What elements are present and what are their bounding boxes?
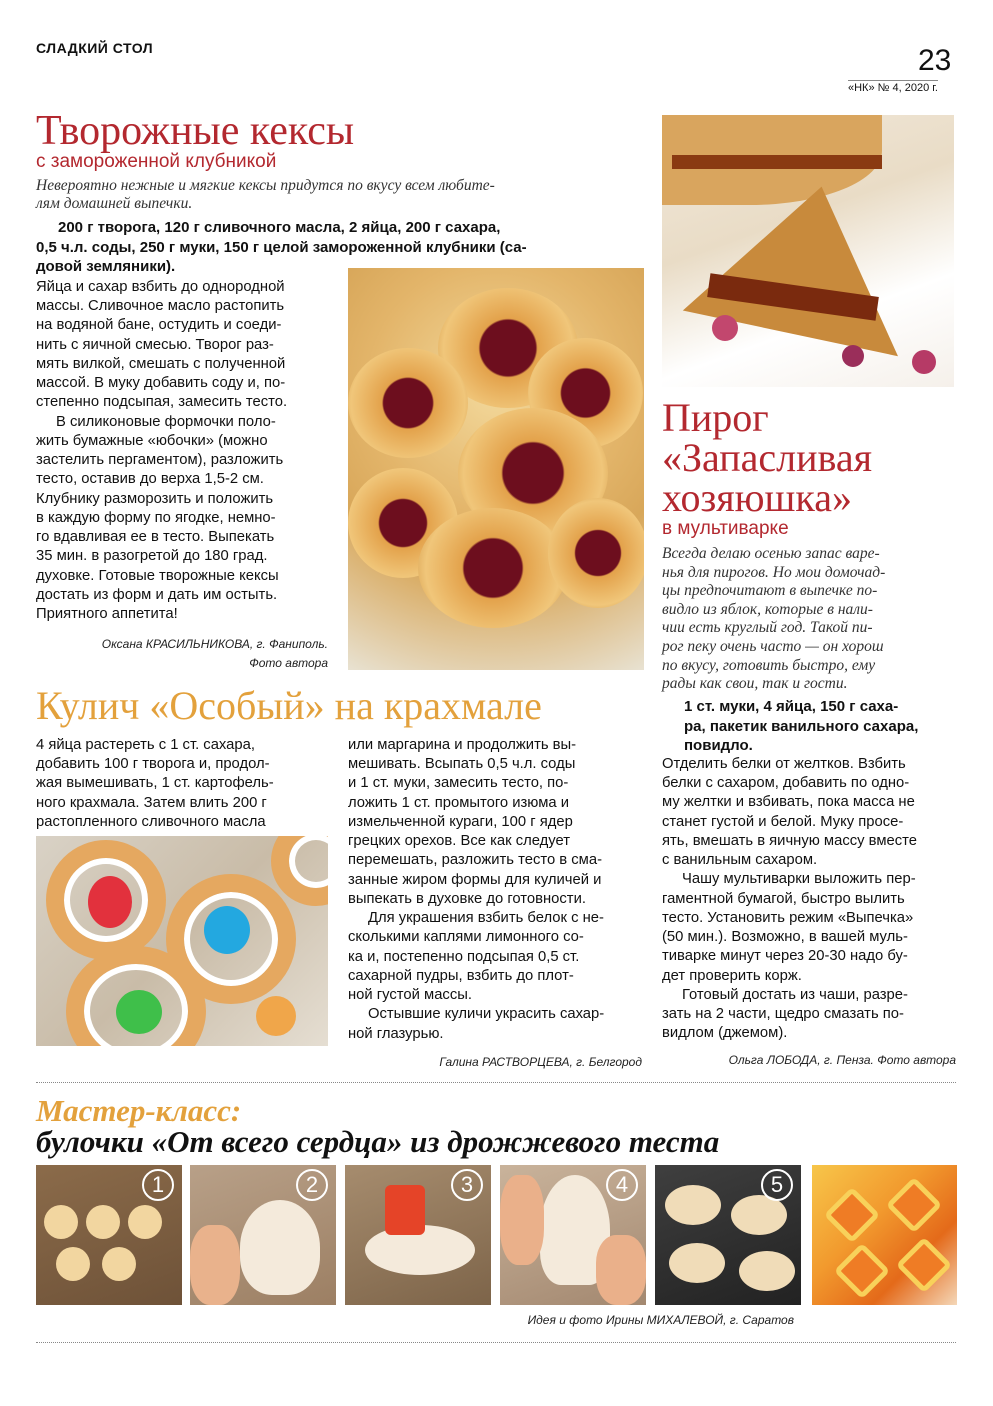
recipe2-title-line2: «Запасливая	[662, 435, 873, 480]
body-line: добавить 100 г творога и, продол-	[36, 756, 270, 773]
intro-line: нья для пирогов. Но мои домочад-	[662, 563, 886, 581]
divider	[36, 1082, 956, 1083]
divider	[36, 1342, 956, 1343]
body-line: выпекать в духовке до готовности.	[348, 890, 586, 907]
body-line: ложить 1 ст. промытого изюма и	[348, 794, 570, 811]
dough-ball	[86, 1205, 120, 1239]
body-line: занные жиром формы для куличей и	[348, 871, 602, 888]
body-line: массы. Сливочное масло растопить	[36, 298, 285, 315]
body-line: духовке. Готовые творожные кексы	[36, 567, 279, 584]
pie-photo	[662, 115, 954, 387]
masterclass-credit: Идея и фото Ирины МИХАЛЕВОЙ, г. Саратов	[527, 1313, 794, 1327]
ingredient-line: повидло.	[684, 737, 753, 754]
recipe3-col2	[348, 736, 644, 1044]
body-line: достать из форм и дать им остыть.	[36, 586, 278, 603]
body-line: го вдавливая ее в тесто. Выпекать	[36, 529, 275, 546]
recipe3-title: Кулич «Особый» на крахмале	[36, 683, 542, 728]
body-line: белки с сахаром, добавить по одно-	[662, 775, 910, 792]
intro-line: лям домашней выпечки.	[36, 194, 193, 212]
body-line: Отделить белки от желтков. Взбить	[662, 756, 906, 772]
body-line: тесто, оставив до верха 1,5-2 см.	[36, 471, 264, 488]
body-line: сколькими каплями лимонного со-	[348, 929, 584, 946]
body-line: в каждую форму по ягодке, немно-	[36, 509, 276, 526]
body-line: ять, вмешать в яичную массу вместе	[662, 832, 917, 849]
intro-line: Невероятно нежные и мягкие кексы придутся по вкусу всем любите-	[36, 177, 495, 194]
body-line: застелить пергаментом), разложить	[36, 452, 284, 469]
body-line: грецких орехов. Все как следует	[348, 833, 571, 850]
intro-line: цы предпочитают в выпечке по-	[662, 582, 878, 600]
body-line: (50 мин.). Возможно, в вашей муль-	[662, 929, 908, 946]
heart-bun	[824, 1187, 881, 1244]
step-photo-4	[500, 1165, 646, 1305]
step-photo-2	[190, 1165, 336, 1305]
recipe1-intro	[36, 177, 646, 213]
intro-line: по вкусу, готовить быстро, ему	[662, 656, 876, 674]
body-line: В силиконовые формочки поло-	[56, 413, 276, 430]
hand	[500, 1175, 544, 1265]
page-number: 23	[918, 44, 952, 77]
body-line: степенно подсыпая, замесить тесто.	[36, 394, 288, 411]
recipe1-author: Оксана КРАСИЛЬНИКОВА, г. Фаниполь.	[101, 637, 328, 651]
body-line: му желтки и взбивать, пока масса не	[662, 794, 915, 811]
issue-info: «НК» № 4, 2020 г.	[848, 82, 938, 94]
intro-line: видло из яблок, которые в нали-	[662, 600, 873, 618]
dough-ball	[128, 1205, 162, 1239]
body-line: тиварке минут через 20-30 надо бу-	[662, 948, 908, 965]
body-line: с ванильным сахаром.	[662, 852, 818, 869]
body-line: 4 яйца растереть с 1 ст. сахара,	[36, 737, 255, 753]
body-line: Остывшие куличи украсить сахар-	[368, 1006, 605, 1023]
step-number: 2	[296, 1169, 328, 1201]
body-line: жая вымешивать, 1 ст. картофель-	[36, 775, 274, 792]
step-number: 5	[761, 1169, 793, 1201]
muffins-photo	[348, 268, 644, 670]
recipe2-credit: Ольга ЛОБОДА, г. Пенза. Фото автора	[728, 1053, 956, 1067]
body-line: на водяной бане, остудить и соеди-	[36, 317, 282, 334]
heart-bun	[739, 1251, 795, 1291]
intro-line: Всегда делаю осенью запас варе-	[662, 545, 880, 562]
recipe3-col1	[36, 736, 330, 832]
body-line: ной густой массы.	[348, 987, 472, 1004]
step-number: 4	[606, 1169, 638, 1201]
body-line: Чашу мультиварки выложить пер-	[682, 871, 916, 888]
body-line: мять вилкой, смешать с полученной	[36, 355, 286, 372]
body-line: и 1 ст. муки, замесить тесто, по-	[348, 775, 569, 792]
body-line: ной глазурью.	[348, 1025, 444, 1042]
pie-filling	[672, 155, 882, 169]
body-line: Для украшения взбить белок с не-	[368, 910, 604, 927]
recipe3-credit: Галина РАСТВОРЦЕВА, г. Белгород	[439, 1055, 642, 1069]
body-line: тесто. Установить режим «Выпечка»	[662, 909, 914, 926]
muffin	[348, 348, 468, 458]
body-line: видлом (джемом).	[662, 1025, 788, 1042]
body-line: или маргарина и продолжить вы-	[348, 737, 577, 753]
body-line: Готовый достать из чаши, разре-	[682, 986, 908, 1003]
body-line: ного крахмала. Затем влить 200 г	[36, 794, 267, 811]
kulich-photo	[36, 836, 328, 1046]
recipe2-intro	[662, 545, 958, 694]
ingredient-line: 200 г творога, 120 г сливочного масла, 2 яйца, 200 г сахара,	[58, 219, 501, 236]
heart-bun	[669, 1243, 725, 1283]
dough-ball	[44, 1205, 78, 1239]
heart-bun	[896, 1237, 953, 1294]
heart-bun	[665, 1185, 721, 1225]
blue-egg	[204, 906, 250, 954]
body-line: зать на 2 части, щедро смазать по-	[662, 1006, 904, 1023]
body-line: жить бумажные «юбочки» (можно	[36, 432, 268, 449]
masterclass-subtitle: булочки «От всего сердца» из дрожжевого теста	[36, 1124, 720, 1159]
recipe2-title-line1: Пирог	[662, 395, 769, 440]
dough-piece	[240, 1200, 320, 1295]
body-line: 35 мин. в разогретой до 180 град.	[36, 548, 268, 565]
step-number: 3	[451, 1169, 483, 1201]
plate-flower	[712, 315, 738, 341]
hand	[190, 1225, 240, 1305]
step-photo-3	[345, 1165, 491, 1305]
ingredient-line: ра, пакетик ванильного сахара,	[684, 717, 919, 735]
recipe1-photo-credit: Фото автора	[249, 656, 328, 670]
muffin	[548, 498, 644, 608]
ingredient-line: 1 ст. муки, 4 яйца, 150 г саха-	[684, 698, 899, 715]
body-line: станет густой и белой. Муку просе-	[662, 813, 904, 830]
heart-buns-photo	[812, 1165, 957, 1305]
body-line: массой. В муку добавить соду и, по-	[36, 375, 286, 392]
hand	[596, 1235, 646, 1305]
recipe1-body	[36, 278, 346, 624]
body-line: измельченной кураги, 100 г ядер	[348, 813, 573, 830]
sprinkles-bowl	[256, 996, 296, 1036]
intro-line: чии есть круглый год. Такой пи-	[662, 619, 873, 637]
step-number: 1	[142, 1169, 174, 1201]
body-line: Яйца и сахар взбить до однородной	[36, 279, 285, 295]
masterclass-title: Мастер-класс:	[36, 1093, 242, 1128]
body-line: растопленного сливочного масла	[36, 813, 266, 830]
section-label: СЛАДКИЙ СТОЛ	[36, 40, 154, 56]
red-egg	[88, 876, 132, 928]
recipe2-title-line3: хозяюшка»	[662, 475, 852, 520]
body-line: нить с яичной смесью. Творог раз-	[36, 336, 274, 353]
plate-flower	[842, 345, 864, 367]
step-photo-1	[36, 1165, 182, 1305]
body-line: Клубнику разморозить и положить	[36, 490, 274, 507]
intro-line: рады как свои, так и гости.	[662, 675, 848, 693]
muffin	[418, 508, 568, 628]
body-line: мешивать. Всыпать 0,5 ч.л. соды	[348, 756, 576, 773]
step-photo-5	[655, 1165, 801, 1305]
intro-line: рог пеку очень часто — он хорош	[662, 637, 884, 655]
heart-bun	[834, 1243, 891, 1300]
dough-ball	[102, 1247, 136, 1281]
scraper	[385, 1185, 425, 1235]
heart-bun	[886, 1177, 943, 1234]
body-line: Приятного аппетита!	[36, 605, 178, 622]
body-line: перемешать, разложить тесто в сма-	[348, 852, 603, 869]
recipe2-body	[662, 755, 960, 1044]
plate-flower	[912, 350, 936, 374]
ingredient-line: 0,5 ч.л. соды, 250 г муки, 150 г целой замороженной клубники (са-	[36, 238, 527, 256]
body-line: дет проверить корж.	[662, 967, 802, 984]
recipe1-subtitle: с замороженной клубникой	[36, 151, 277, 172]
ingredient-line: довой земляники).	[36, 258, 176, 275]
body-line: ка и, постепенно подсыпая 0,5 ст.	[348, 948, 580, 965]
dough-ball	[56, 1247, 90, 1281]
heart-bun	[731, 1195, 787, 1235]
body-line: сахарной пудры, взбить до плот-	[348, 967, 574, 984]
green-egg	[116, 990, 162, 1034]
recipe2-ingredients	[662, 697, 958, 756]
recipe2-subtitle: в мультиварке	[662, 518, 789, 539]
recipe1-title: Творожные кексы	[36, 108, 355, 154]
body-line: гаментной бумагой, быстро вылить	[662, 890, 905, 907]
